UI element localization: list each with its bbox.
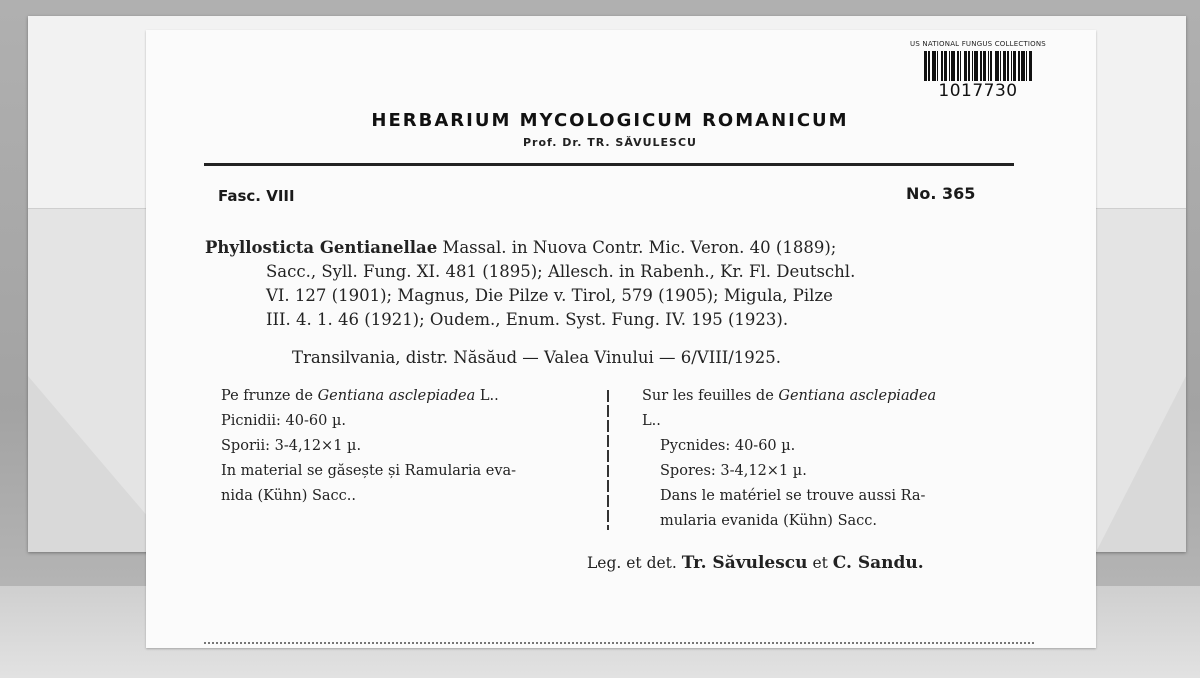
locality-text: Transilvania, distr. Năsăud — Valea Vinului — 6/VIII/1925.	[292, 348, 782, 367]
note-line: nida (Kühn) Sacc..	[221, 488, 357, 504]
barcode-number: 1017730	[938, 81, 1018, 101]
host-line	[642, 384, 1032, 409]
host-suffix: L..	[642, 413, 661, 429]
collector-name-1: Tr. Săvulescu	[681, 553, 808, 573]
host-prefix: Pe frunze de	[221, 388, 313, 404]
note-line: In material se găsește și Ramularia eva-	[221, 463, 517, 479]
romanian-description	[221, 384, 591, 509]
collector-joiner: et	[812, 554, 828, 572]
fascicle-label: Fasc. VIII	[218, 187, 295, 205]
collector-name-2: C. Sandu.	[832, 553, 924, 573]
herbarium-subtitle: Prof. Dr. TR. SĂVULESCU	[522, 136, 697, 149]
barcode-caption: US NATIONAL FUNGUS COLLECTIONS	[910, 40, 1046, 48]
citation-text: Massal. in Nuova Contr. Mic. Veron. 40 (1889);	[442, 238, 837, 257]
spores-line: Spores: 3-4,12×1 µ.	[660, 463, 807, 479]
collector-line	[587, 553, 924, 573]
citation-line: VI. 127 (1901); Magnus, Die Pilze v. Tirol, 579 (1905); Migula, Pilze	[266, 286, 833, 305]
dotted-rule	[204, 642, 1034, 644]
sporii-line: Sporii: 3-4,12×1 µ.	[221, 438, 362, 454]
note-line: mularia evanida (Kühn) Sacc.	[660, 513, 878, 529]
herbarium-title: HERBARIUM MYCOLOGICUM ROMANICUM	[371, 110, 849, 131]
barcode-label	[896, 34, 1060, 106]
host-suffix: L..	[479, 388, 499, 404]
citation-block	[205, 236, 1025, 332]
citation-line	[205, 236, 1025, 260]
pycnides-line: Pycnides: 40-60 µ.	[660, 438, 796, 454]
host-prefix: Sur les feuilles de	[642, 388, 774, 404]
host-name: Gentiana asclepiadea	[317, 388, 476, 404]
header-rule	[204, 163, 1014, 166]
specimen-number: No. 365	[906, 184, 976, 203]
picnidii-line: Picnidii: 40-60 µ.	[221, 413, 346, 429]
citation-line: III. 4. 1. 46 (1921); Oudem., Enum. Syst. Fung. IV. 195 (1923).	[266, 310, 789, 329]
envelope-fold-right	[1096, 376, 1186, 552]
column-divider	[607, 390, 609, 530]
barcode-icon	[912, 51, 1044, 81]
taxon-name: Phyllosticta Gentianellae	[205, 238, 438, 257]
host-line	[221, 384, 591, 409]
note-line: Dans le matériel se trouve aussi Ra-	[660, 488, 926, 504]
host-name: Gentiana asclepiadea	[778, 388, 937, 404]
collector-prefix: Leg. et det.	[587, 554, 677, 572]
citation-line: Sacc., Syll. Fung. XI. 481 (1895); Allesch. in Rabenh., Kr. Fl. Deutschl.	[266, 262, 856, 281]
french-description	[642, 384, 1032, 534]
